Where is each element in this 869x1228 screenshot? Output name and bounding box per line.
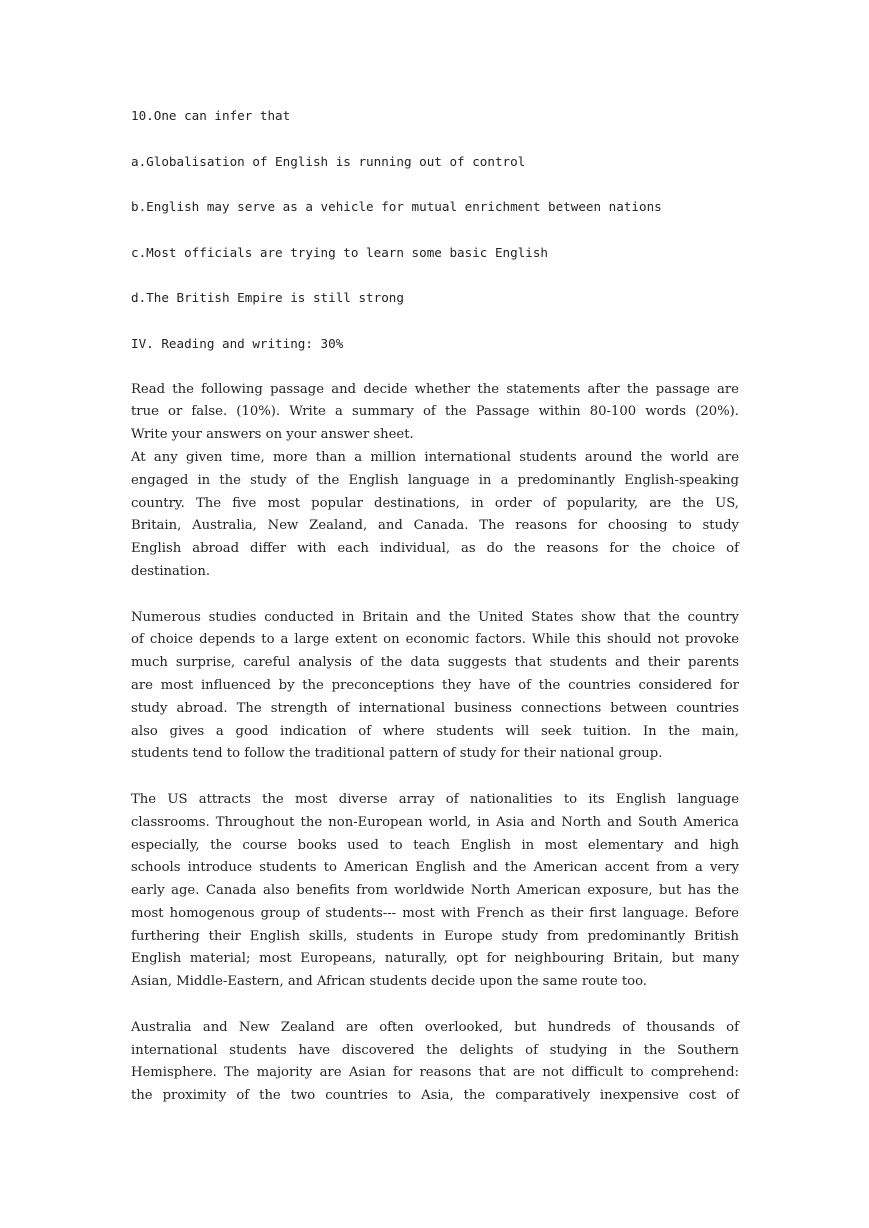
paragraph-line: of choice depends to a large extent on economic factors. While this should not provoke bbox=[131, 632, 739, 648]
paragraph-line: early age. Canada also benefits from worldwide North American exposure, but has the bbox=[131, 883, 739, 899]
paragraph-line: Australia and New Zealand are often overlooked, but hundreds of thousands of bbox=[131, 1019, 739, 1035]
paragraph-line: classrooms. Throughout the non-European world, in Asia and North and South America bbox=[131, 814, 739, 830]
paragraph-line: much surprise, careful analysis of the data suggests that students and their parents bbox=[131, 655, 739, 671]
paragraph-line: Hemisphere. The majority are Asian for reasons that are not difficult to comprehend: bbox=[131, 1065, 739, 1081]
paragraph-line: Asian, Middle-Eastern, and African students decide upon the same route too. bbox=[131, 974, 647, 990]
paragraph-line: schools introduce students to American English and the American accent from a very bbox=[131, 860, 739, 876]
spacer bbox=[131, 310, 739, 333]
paragraph-line: English abroad differ with each individual, as do the reasons for the choice of bbox=[131, 541, 739, 557]
question-stem: 10.One can infer that bbox=[131, 108, 291, 123]
paragraph-line: country. The five most popular destinations, in order of popularity, are the US, bbox=[131, 495, 739, 511]
instruction-line: true or false. (10%). Write a summary of the Passage within 80-100 words (20%). bbox=[131, 404, 739, 420]
instruction-line: Write your answers on your answer sheet. bbox=[131, 427, 414, 443]
paragraph-line: students tend to follow the traditional pattern of study for their national group. bbox=[131, 746, 663, 762]
paragraph-line: destination. bbox=[131, 563, 211, 579]
paragraph-line: especially, the course books used to teach English in most elementary and high bbox=[131, 837, 739, 853]
paragraph-line: most homogenous group of students--- most with French as their first language. Before bbox=[131, 905, 739, 921]
paragraph-3 bbox=[131, 789, 739, 994]
paragraph-2 bbox=[131, 607, 739, 767]
paragraph-line: also gives a good indication of where students will seek tuition. In the main, bbox=[131, 723, 739, 739]
paragraph-line: Britain, Australia, New Zealand, and Canada. The reasons for choosing to study bbox=[131, 518, 739, 534]
paragraph-line: The US attracts the most diverse array of nationalities to its English language bbox=[131, 791, 739, 807]
spacer bbox=[131, 265, 739, 288]
spacer bbox=[131, 356, 739, 379]
paragraph-line: Numerous studies conducted in Britain and the United States show that the country bbox=[131, 609, 739, 625]
spacer bbox=[131, 766, 739, 789]
instruction-line: Read the following passage and decide whether the statements after the passage are bbox=[131, 381, 739, 397]
spacer bbox=[131, 173, 739, 196]
paragraph-line: engaged in the study of the English language in a predominantly English-speaking bbox=[131, 472, 739, 488]
paragraph-line: study abroad. The strength of international business connections between countries bbox=[131, 700, 739, 716]
paragraph-line: English material; most Europeans, naturally, opt for neighbouring Britain, but many bbox=[131, 951, 739, 967]
paragraph-1 bbox=[131, 447, 739, 584]
document-page bbox=[131, 105, 739, 1108]
option-a: a.Globalisation of English is running out of control bbox=[131, 153, 526, 169]
paragraph-line: international students have discovered the delights of studying in the Southern bbox=[131, 1042, 739, 1058]
option-b: b.English may serve as a vehicle for mutual enrichment between nations bbox=[131, 199, 662, 215]
paragraph-line: the proximity of the two countries to Asia, the comparatively inexpensive cost of bbox=[131, 1088, 739, 1104]
paragraph-line: are most influenced by the preconceptions they have of the countries considered for bbox=[131, 677, 739, 693]
paragraph-4 bbox=[131, 1017, 739, 1108]
spacer bbox=[131, 128, 739, 151]
option-d: d.The British Empire is still strong bbox=[131, 290, 404, 306]
spacer bbox=[131, 219, 739, 242]
instructions bbox=[131, 379, 739, 447]
section-heading: IV. Reading and writing: 30% bbox=[131, 335, 344, 351]
spacer bbox=[131, 994, 739, 1017]
spacer bbox=[131, 584, 739, 607]
paragraph-line: furthering their English skills, students in Europe study from predominantly British bbox=[131, 928, 739, 944]
paragraph-line: At any given time, more than a million international students around the world are bbox=[131, 449, 739, 465]
option-c: c.Most officials are trying to learn some basic English bbox=[131, 244, 549, 260]
